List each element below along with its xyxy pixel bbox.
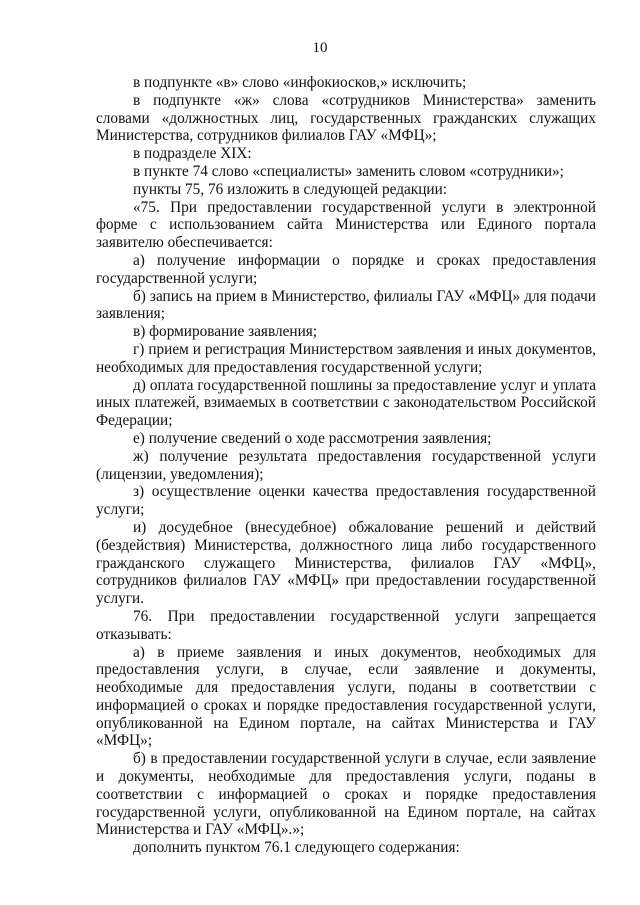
paragraph-10: г) прием и регистрация Министерством заявления и иных документов, необходимых для предоставления государственной услуги; (96, 340, 596, 376)
paragraph-1: в подпункте «в» слово «инфокиосков,» исключить; (133, 74, 467, 91)
paragraph-7: а) получение информации о порядке и сроках предоставления государственной услуги; (96, 251, 596, 287)
paragraph-18: б) в предоставлении государственной услуги в случае, если заявление и документы, необходимые для предоставления услуги, поданы в соответствии с информацией о сроках и порядке предоставления государственной услуги, опубликованной на Едином портале, на сайтах Министерства и ГАУ «МФЦ».»; (96, 750, 596, 839)
paragraph-15: и) досудебное (внесудебное) обжалование решений и действий (бездействия) Министерства, должностного лица либо государственного гражданского служащего Министерства, филиалов ГАУ «МФЦ», сотрудников филиалов ГАУ «МФЦ» при предоставлении государственной услуги. (96, 518, 596, 608)
paragraph-13: ж) получение результата предоставления государственной услуги (лицензии, уведомления); (96, 447, 596, 483)
paragraph-3: в подразделе XIX: (133, 145, 252, 163)
page-number: 10 (312, 40, 328, 56)
paragraph-11: д) оплата государственной пошлины за предоставление услуг и уплата иных платежей, взимаемых в соответствии с законодательством Российской Федерации; (96, 376, 596, 430)
paragraph-2: в подпункте «ж» слова «сотрудников Министерства» заменить словами «должностных лиц, государственных гражданских служащих Министерства, сотрудников филиалов ГАУ «МФЦ»; (96, 91, 596, 145)
paragraph-4: в пункте 74 слово «специалисты» заменить словом «сотрудники»; (133, 162, 564, 180)
paragraph-8: б) запись на прием в Министерство, филиалы ГАУ «МФЦ» для подачи заявления; (96, 287, 596, 323)
paragraph-19: дополнить пунктом 76.1 следующего содержания: (133, 839, 460, 857)
paragraph-16: 76. При предоставлении государственной услуги запрещается отказывать: (96, 607, 596, 643)
paragraph-17: а) в приеме заявления и иных документов, необходимых для предоставления услуги, в случае, если заявление и документы, необходимые для предоставления услуги, поданы в соответствии с информацией о сроках и порядке предоставления государственной услуги, опубликованной на Едином портале, на сайтах Министерства и ГАУ «МФЦ»; (96, 643, 596, 750)
paragraph-6: «75. При предоставлении государственной услуги в электронной форме с использованием сайта Министерства или Единого портала заявителю обеспечивается: (96, 198, 596, 252)
paragraph-12: е) получение сведений о ходе рассмотрения заявления; (133, 429, 492, 447)
paragraph-5: пункты 75, 76 изложить в следующей редакции: (133, 180, 448, 198)
paragraph-14: з) осуществление оценки качества предоставления государственной услуги; (96, 483, 596, 519)
document-body (96, 74, 596, 857)
paragraph-9: в) формирование заявления; (133, 323, 318, 341)
